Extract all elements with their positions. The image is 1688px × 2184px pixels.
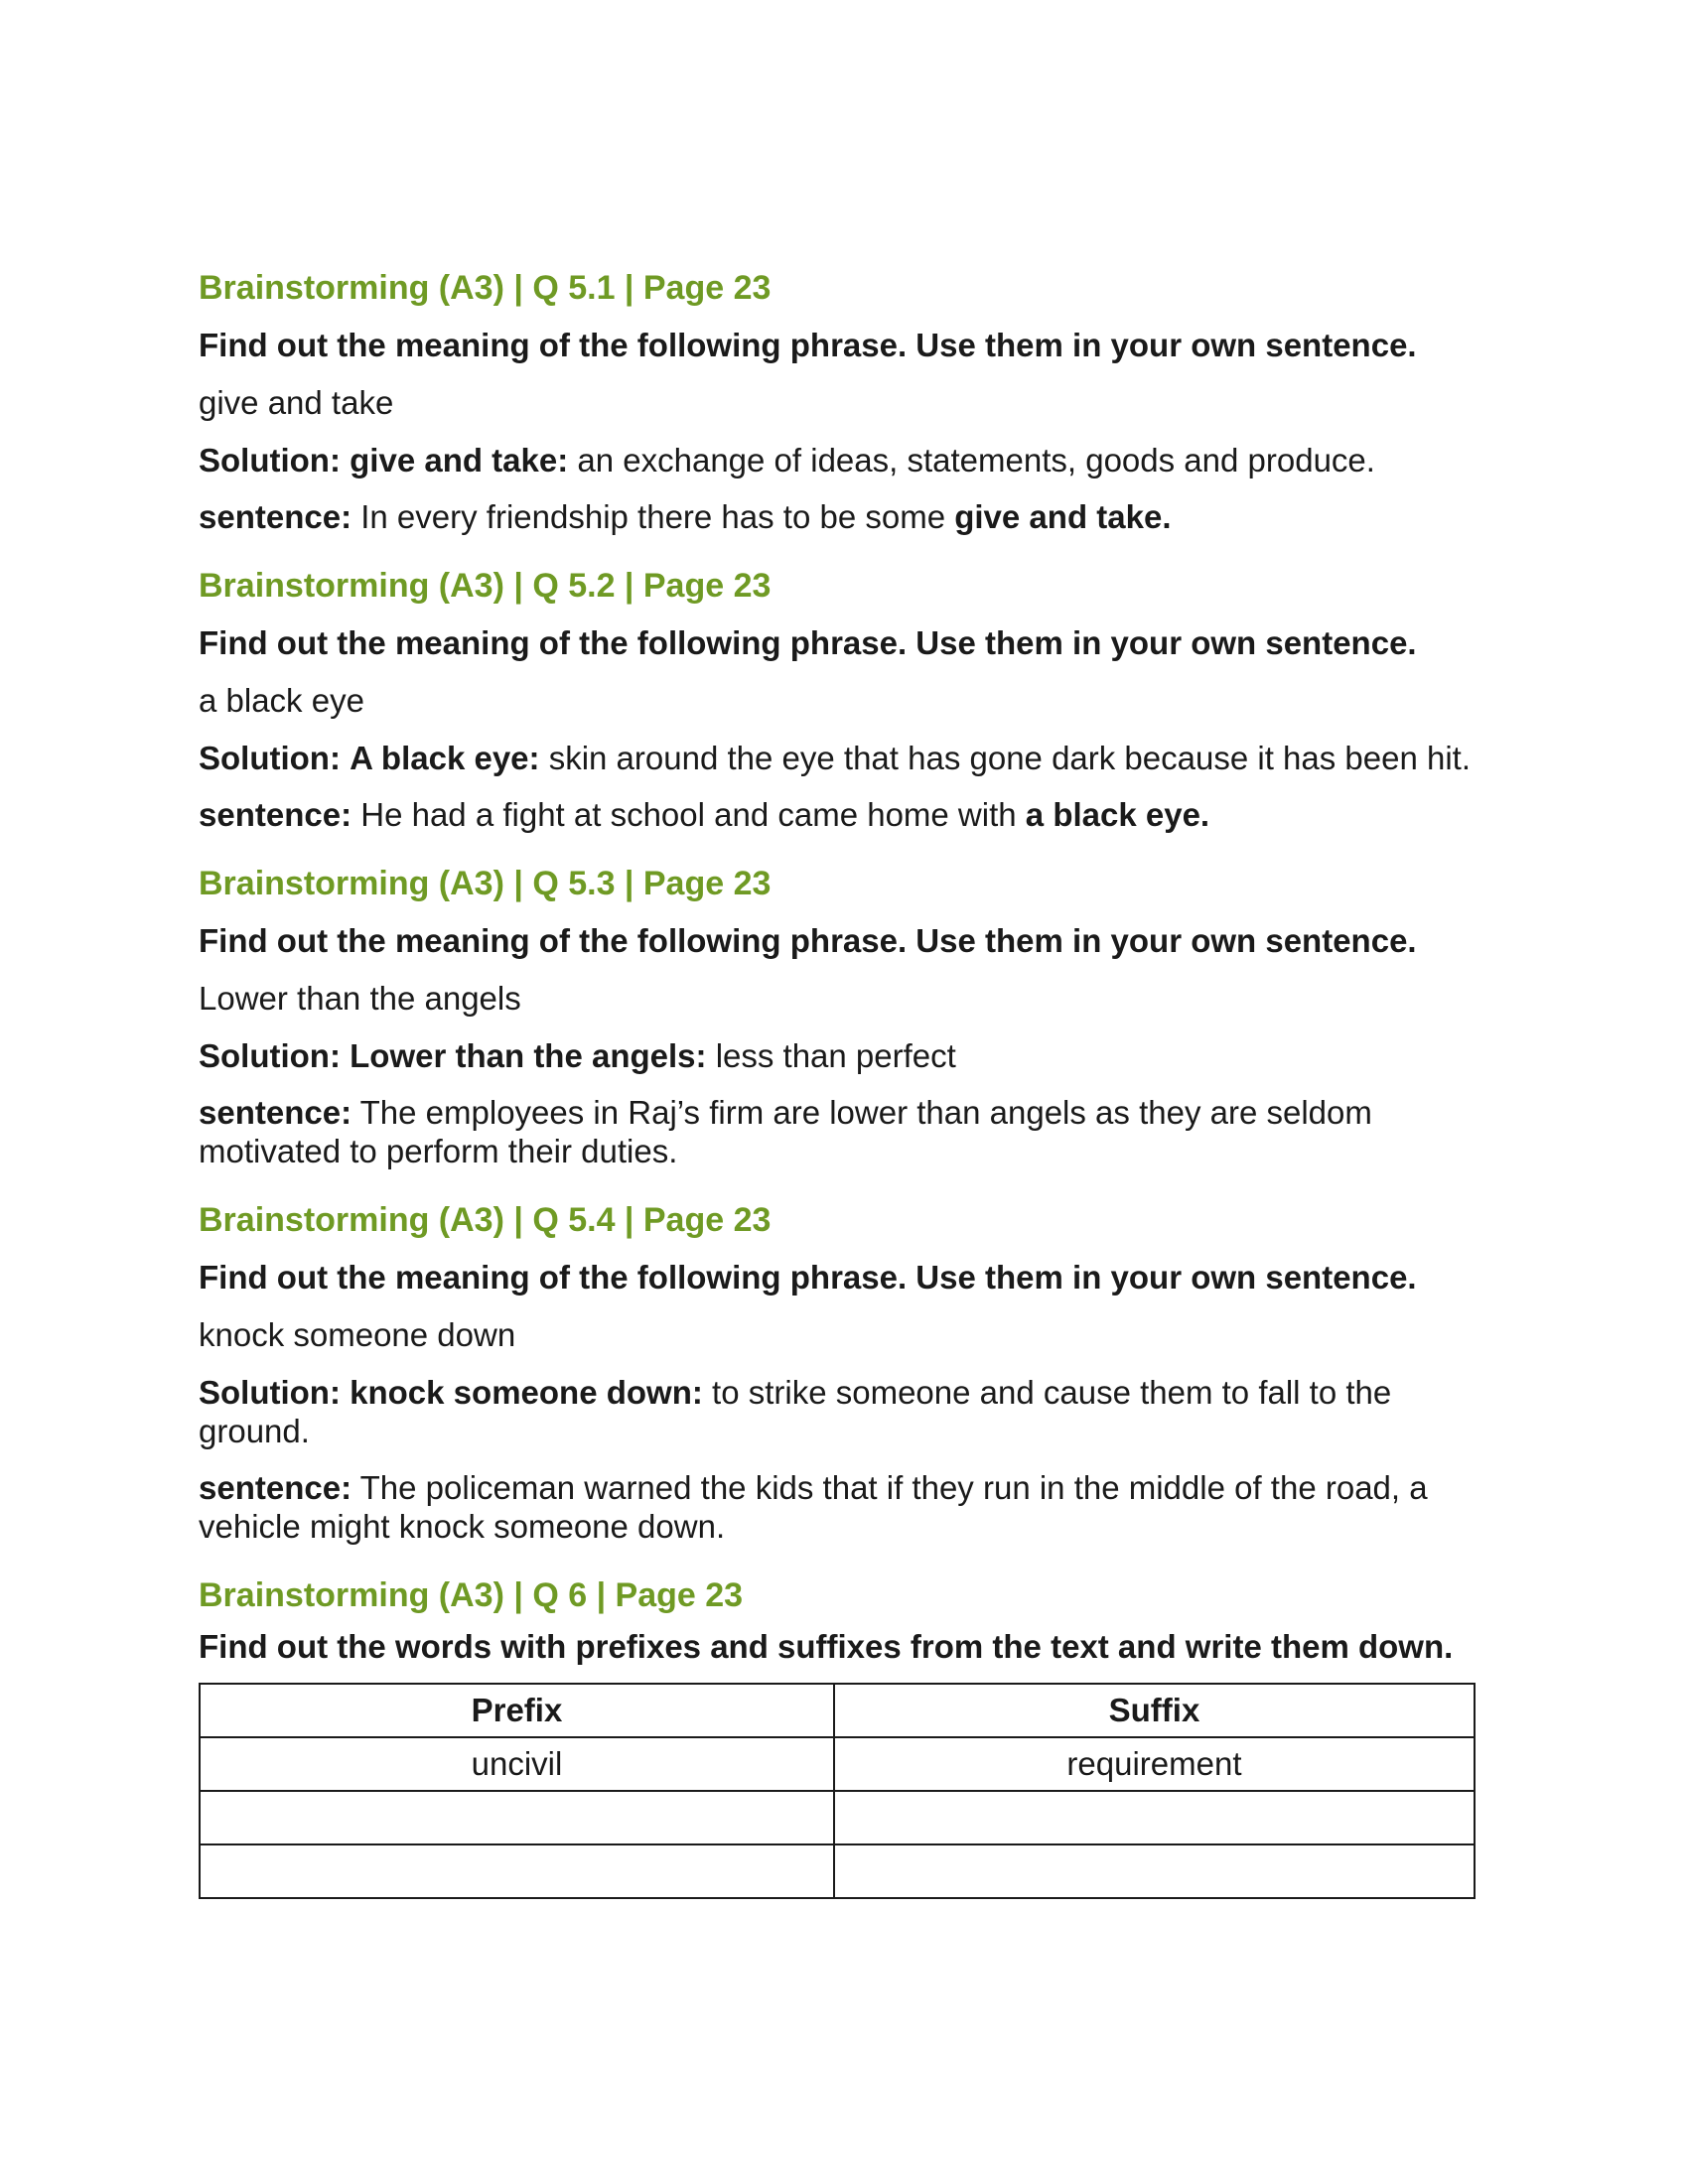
sentence-line bbox=[199, 795, 1489, 834]
phrase-text: give and take bbox=[199, 384, 394, 421]
prefix-cell: uncivil bbox=[200, 1737, 834, 1791]
phrase-text: Lower than the angels bbox=[199, 980, 521, 1017]
sentence-text: The policeman warned the kids that if they run in the middle of the road, a vehicle might knock someone down. bbox=[199, 1469, 1428, 1545]
worksheet-page bbox=[199, 268, 1489, 1899]
question-prompt: Find out the meaning of the following phrase. Use them in your own sentence. bbox=[199, 922, 1417, 959]
question-heading: Brainstorming (A3) | Q 6 | Page 23 bbox=[199, 1576, 744, 1614]
question-heading: Brainstorming (A3) | Q 5.3 | Page 23 bbox=[199, 865, 772, 902]
sentence-label: sentence: bbox=[199, 796, 352, 833]
table-row bbox=[200, 1737, 1475, 1791]
solution-term: Lower than the angels: bbox=[350, 1037, 707, 1074]
sentence-label: sentence: bbox=[199, 498, 352, 535]
column-header-suffix: Suffix bbox=[834, 1684, 1475, 1737]
question-block-5-1 bbox=[199, 268, 1489, 536]
question-heading: Brainstorming (A3) | Q 5.2 | Page 23 bbox=[199, 567, 772, 605]
solution-line bbox=[199, 1036, 1489, 1075]
solution-line bbox=[199, 739, 1489, 777]
table-header-row bbox=[200, 1684, 1475, 1737]
sentence-line bbox=[199, 1468, 1489, 1546]
solution-text: skin around the eye that has gone dark because it has been hit. bbox=[548, 740, 1472, 776]
solution-term: give and take: bbox=[350, 442, 569, 478]
table-row bbox=[200, 1791, 1475, 1844]
sentence-line bbox=[199, 1093, 1489, 1170]
question-block-5-3 bbox=[199, 864, 1489, 1170]
sentence-label: sentence: bbox=[199, 1094, 352, 1131]
phrase-text: a black eye bbox=[199, 682, 364, 719]
sentence-text: He had a fight at school and came home with bbox=[360, 796, 1017, 833]
sentence-bold: a black eye. bbox=[1025, 796, 1210, 833]
solution-line bbox=[199, 441, 1489, 479]
question-prompt: Find out the meaning of the following phrase. Use them in your own sentence. bbox=[199, 624, 1417, 661]
question-block-6 bbox=[199, 1575, 1489, 1899]
phrase-text: knock someone down bbox=[199, 1316, 516, 1353]
solution-text: to strike someone and cause them to fall to the ground. bbox=[199, 1374, 1392, 1449]
sentence-text: In every friendship there has to be some bbox=[360, 498, 946, 535]
question-block-5-2 bbox=[199, 566, 1489, 834]
sentence-line bbox=[199, 497, 1489, 536]
solution-text: an exchange of ideas, statements, goods and produce. bbox=[577, 442, 1375, 478]
suffix-cell: requirement bbox=[834, 1737, 1475, 1791]
sentence-bold: give and take. bbox=[954, 498, 1172, 535]
question-prompt: Find out the words with prefixes and suffixes from the text and write them down. bbox=[199, 1628, 1454, 1665]
prefix-suffix-table bbox=[199, 1683, 1476, 1899]
prefix-cell bbox=[200, 1791, 834, 1844]
suffix-cell bbox=[834, 1844, 1475, 1898]
sentence-label: sentence: bbox=[199, 1469, 352, 1506]
prefix-cell bbox=[200, 1844, 834, 1898]
solution-label: Solution: bbox=[199, 1374, 341, 1411]
column-header-prefix: Prefix bbox=[200, 1684, 834, 1737]
question-prompt: Find out the meaning of the following phrase. Use them in your own sentence. bbox=[199, 1259, 1417, 1296]
table-row bbox=[200, 1844, 1475, 1898]
suffix-cell bbox=[834, 1791, 1475, 1844]
solution-label: Solution: bbox=[199, 740, 341, 776]
question-heading: Brainstorming (A3) | Q 5.1 | Page 23 bbox=[199, 269, 772, 307]
solution-term: knock someone down: bbox=[350, 1374, 703, 1411]
solution-label: Solution: bbox=[199, 1037, 341, 1074]
solution-label: Solution: bbox=[199, 442, 341, 478]
solution-line bbox=[199, 1373, 1489, 1450]
solution-text: less than perfect bbox=[715, 1037, 956, 1074]
sentence-text: The employees in Raj’s firm are lower than angels as they are seldom motivated to perform their duties. bbox=[199, 1094, 1372, 1169]
question-block-5-4 bbox=[199, 1200, 1489, 1546]
question-prompt: Find out the meaning of the following phrase. Use them in your own sentence. bbox=[199, 327, 1417, 363]
question-heading: Brainstorming (A3) | Q 5.4 | Page 23 bbox=[199, 1201, 772, 1239]
solution-term: A black eye: bbox=[350, 740, 540, 776]
